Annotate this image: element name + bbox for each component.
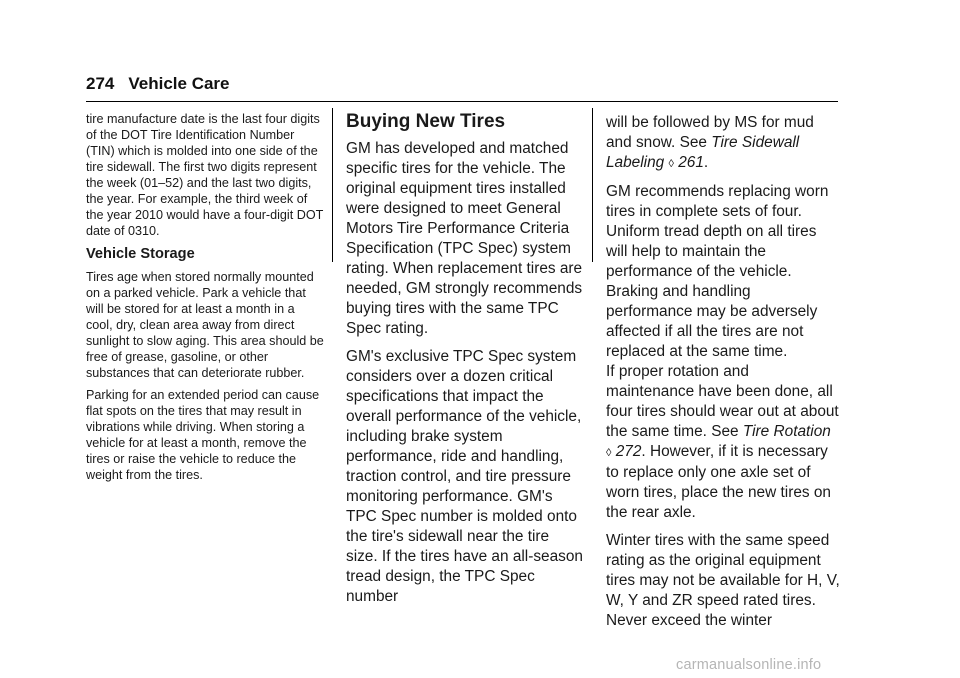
page-number: 274 [86,74,115,93]
page-ref-261[interactable]: 261 [678,154,704,171]
paragraph-storage-aging: Tires age when stored normally mounted on a parked vehicle. Park a vehicle that will be stored for at least a month in a cool, dry, clean area away from direct sunlight to slow aging. This area should be free of grease, gasoline, or other substances that can deteriorate rubber. [86,270,324,380]
column-divider-right [592,108,593,262]
link-tire-rotation[interactable]: Tire Rotation [742,423,831,440]
column-divider-left [332,108,333,262]
header-rule [86,101,838,102]
paragraph-winter-tires: Winter tires with the same speed rating as the original equipment tires may not be available for H, V, W, Y and ZR speed rated tires. Never exceed the winter [606,532,840,629]
page-ref-arrow-icon: ◊ [668,158,674,170]
column-right [606,111,840,639]
page-ref-arrow-icon: ◊ [606,447,612,459]
paragraph-tire-date: tire manufacture date is the last four digits of the DOT Tire Identification Number (TIN) which is molded into one side of the tire sidewall. The first two digits represent the week (01–52) and the last two digits, the year. For example, the third week of the year 2010 would have a four-digit DOT date of 0310. [86,112,324,238]
page-ref-272[interactable]: 272 [615,443,642,460]
paragraph-replace-sets: GM recommends replacing worn tires in complete sets of four. Uniform tread depth on all tires will help to maintain the performance of the vehicle. Braking and handling performance may be adversely affected if all the tires are not replaced at the same time. If proper rotation and maintenance have been done, all four tires should wear out at about the same time. See Tire Rotation ◊ 272. However, if it is necessary to replace only one axle set of worn tires, place the new tires on the rear axle. [606,183,839,521]
paragraph-ms-mud-snow: will be followed by MS for mud and snow. See Tire Sidewall Labeling ◊ 261. [606,114,814,171]
column-middle [346,111,584,615]
watermark-text: carmanualsonline.info [676,657,822,673]
subheading-vehicle-storage: Vehicle Storage [86,246,195,262]
paragraph-tpc-spec: GM's exclusive TPC Spec system considers over a dozen critical specifications that impact the overall performance of the vehicle, including brake system performance, ride and handling, traction control, and tire pressure monitoring performance. GM's TPC Spec number is molded onto the tire's sidewall near the tire size. If the tires have an all-season tread design, the TPC Spec number [346,348,583,605]
section-heading-buying-new-tires: Buying New Tires [346,111,506,132]
page-header [86,74,230,94]
link-tire-sidewall-labeling[interactable]: Tire Sidewall Labeling [606,134,800,171]
column-left [86,111,324,489]
page-section-title: Vehicle Care [128,74,230,93]
paragraph-flat-spots: Parking for an extended period can cause flat spots on the tires that may result in vibrations while driving. When storing a vehicle for at least a month, remove the tires or raise the vehicle to reduce the weight from the tires. [86,388,320,482]
paragraph-gm-tires: GM has developed and matched specific tires for the vehicle. The original equipment tires installed were designed to meet General Motors Tire Performance Criteria Specification (TPC Spec) system rating. When replacement tires are needed, GM strongly recommends buying tires with the same TPC Spec rating. [346,140,583,337]
